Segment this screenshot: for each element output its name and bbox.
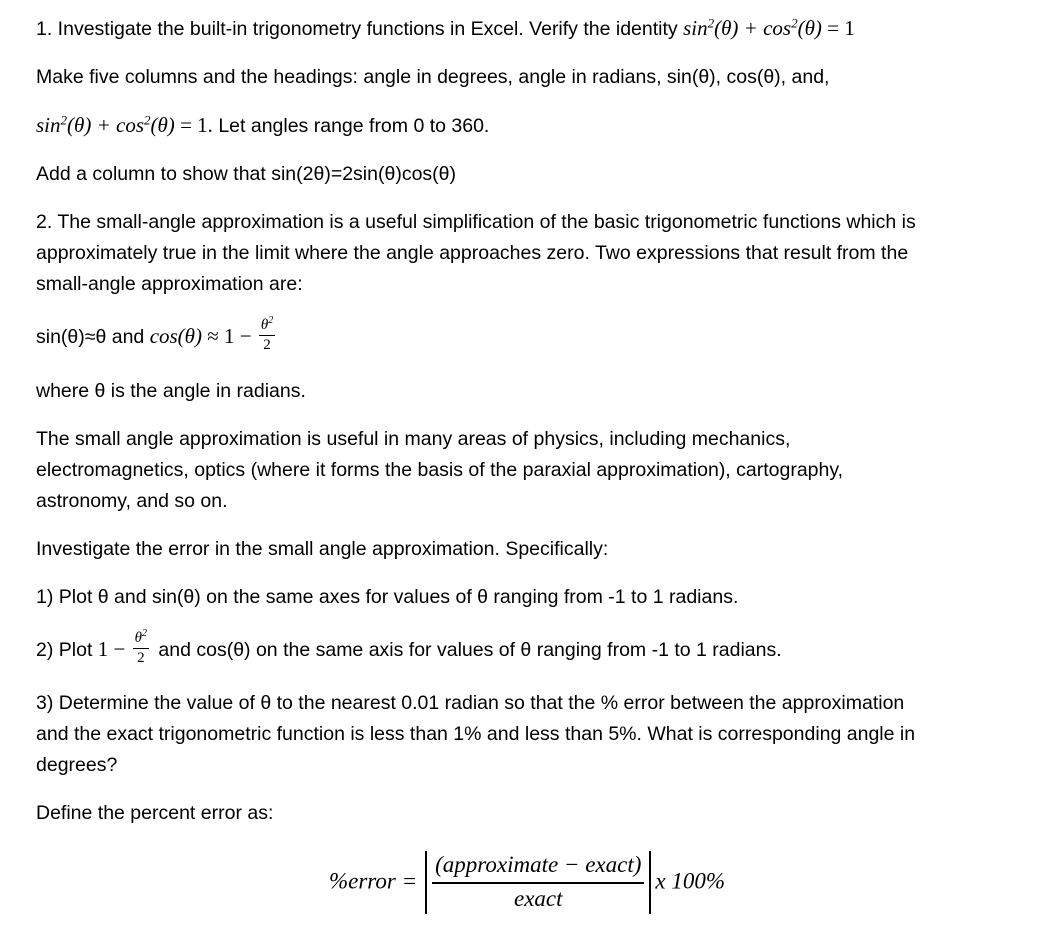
math-equals-one: = 1. <box>174 113 213 137</box>
small-angle-formulas <box>36 317 1018 359</box>
problem-2-line: 2. The small-angle approximation is a useful simplification of the basic trigonometric functions which is <box>36 211 916 233</box>
math-equals-one: = 1 <box>821 16 855 40</box>
define-percent-error-label <box>36 798 1018 829</box>
math-theta: θ <box>260 317 269 333</box>
absolute-value-group <box>425 851 651 914</box>
percent-error-formula <box>36 851 1018 914</box>
plot-instruction-2 <box>36 627 1018 672</box>
applications-paragraph <box>36 424 1018 517</box>
problem-2-line: small-angle approximation are: <box>36 273 303 295</box>
investigate-error-instruction <box>36 534 1018 565</box>
plot-2-prefix: 2) Plot <box>36 638 98 661</box>
absolute-value-bar <box>649 851 651 914</box>
identity-equation-line <box>36 110 1018 142</box>
math-theta-exponent: 2 <box>142 627 147 639</box>
fraction-denominator: 2 <box>263 337 271 354</box>
math-sin-term: sin <box>36 113 61 137</box>
math-cos-exponent: 2 <box>144 112 151 128</box>
error-fraction-numerator: (approximate − exact) <box>432 851 644 884</box>
determine-error-line: 3) Determine the value of θ to the nearest 0.01 radian so that the % error between the approximation <box>36 692 905 714</box>
double-angle-text: Add a column to show that sin(2θ)=2sin(θ)cos(θ) <box>36 163 456 185</box>
math-sin-term: sin <box>683 16 708 40</box>
problem-1-text: 1. Investigate the built-in trigonometry functions in Excel. Verify the identity <box>36 18 684 40</box>
math-cos-term: cos(θ) <box>149 323 202 348</box>
times-100-percent: x 100% <box>655 868 726 894</box>
radians-note <box>36 376 1018 407</box>
plot-2-suffix: and cos(θ) on the same axis for values of θ ranging from -1 to 1 radians. <box>153 638 782 661</box>
problem-2-statement <box>36 207 1018 300</box>
investigate-error-text: Investigate the error in the small angle approximation. Specifically: <box>36 537 609 560</box>
math-sin-exponent: 2 <box>707 15 715 31</box>
error-fraction-denominator: exact <box>514 885 563 911</box>
math-theta-arg: (θ) <box>150 113 175 137</box>
math-theta-exponent: 2 <box>268 315 274 326</box>
define-percent-error-text: Define the percent error as: <box>36 802 274 824</box>
math-approx-one-minus: ≈ 1 − <box>201 323 257 348</box>
applications-line: The small angle approximation is useful in many areas of physics, including mechanics, <box>36 427 791 450</box>
fraction-denominator: 2 <box>137 649 145 666</box>
determine-error-line: and the exact trigonometric function is less than 1% and less than 5%. What is corresponding angle in <box>36 723 916 745</box>
fraction-numerator <box>259 317 275 336</box>
math-plus-term: (θ) + <box>67 113 116 137</box>
columns-instruction-text: Make five columns and the headings: angle in degrees, angle in radians, sin(θ), cos(θ), and, <box>36 66 830 88</box>
determine-error-instruction <box>36 688 1018 781</box>
plot-instruction-1-text: 1) Plot θ and sin(θ) on the same axes for values of θ ranging from -1 to 1 radians. <box>36 585 739 608</box>
error-fraction <box>427 851 649 914</box>
math-one-minus: 1 − <box>97 636 131 661</box>
theta-squared-over-2-fraction <box>133 627 149 668</box>
determine-error-line: degrees? <box>36 754 118 776</box>
math-plus-term: (θ) + <box>714 16 764 40</box>
math-cos-term: cos <box>116 113 144 137</box>
columns-instruction <box>36 62 1018 93</box>
math-sin-exponent: 2 <box>60 112 68 128</box>
percent-error-lhs: %error = <box>328 868 418 894</box>
double-angle-instruction <box>36 159 1018 190</box>
problem-1-statement <box>36 13 1018 45</box>
math-cos-term: cos <box>763 16 792 40</box>
math-theta-arg: (θ) <box>797 16 822 40</box>
theta-squared-over-2-fraction <box>259 317 275 355</box>
plot-instruction-1 <box>36 582 1018 613</box>
radians-note-text: where θ is the angle in radians. <box>36 379 306 402</box>
applications-line: astronomy, and so on. <box>36 489 228 512</box>
math-theta: θ <box>134 629 142 646</box>
sin-approx-text: sin(θ)≈θ and <box>36 325 150 348</box>
math-cos-exponent: 2 <box>791 15 798 31</box>
problem-2-line: approximately true in the limit where the angle approaches zero. Two expressions that result from the <box>36 242 909 264</box>
angle-range-text: Let angles range from 0 to 360. <box>212 115 490 137</box>
fraction-numerator <box>133 627 149 649</box>
applications-line: electromagnetics, optics (where it forms the basis of the paraxial approximation), cartography, <box>36 458 844 481</box>
